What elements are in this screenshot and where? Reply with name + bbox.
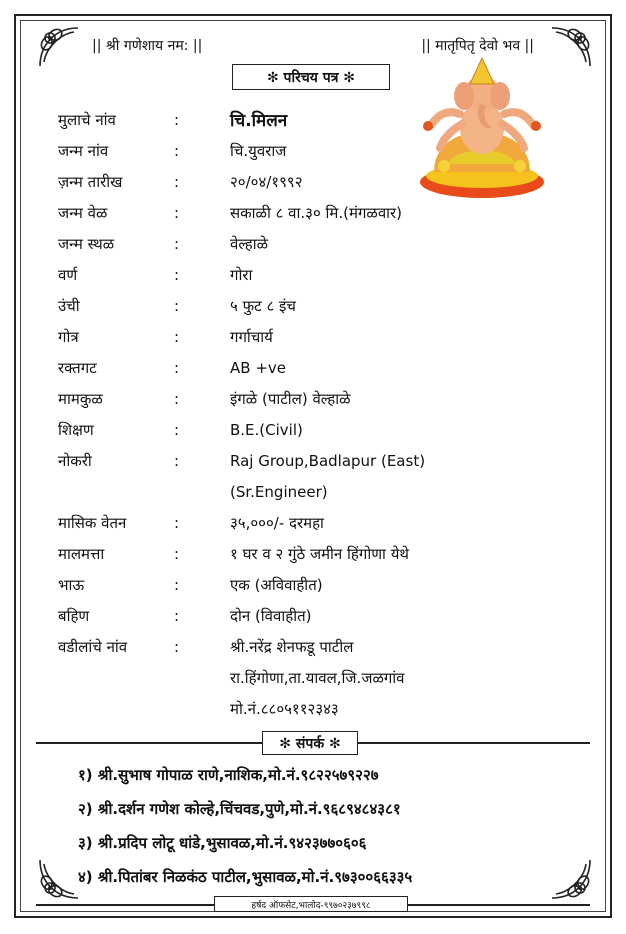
- detail-colon: :: [174, 637, 180, 656]
- detail-row: [58, 197, 578, 228]
- detail-value: Raj Group,Badlapur (East): [230, 451, 426, 470]
- detail-row: [58, 631, 578, 662]
- detail-colon: :: [174, 544, 180, 563]
- detail-colon: :: [174, 606, 180, 625]
- detail-value: श्री.नरेंद्र शेनफडू पाटील: [230, 637, 354, 656]
- detail-label: वडीलांचे नांव: [58, 637, 128, 656]
- detail-label: भाऊ: [58, 575, 85, 594]
- detail-row: [58, 445, 578, 476]
- floral-corner-icon: [36, 24, 82, 70]
- detail-colon: :: [174, 141, 180, 160]
- detail-value: गर्गाचार्य: [230, 327, 273, 346]
- detail-label: नोकरी: [58, 451, 92, 470]
- detail-label: मुलाचे नांव: [58, 110, 116, 129]
- detail-row: [58, 228, 578, 259]
- detail-label: उंची: [58, 296, 80, 315]
- detail-row: [58, 600, 578, 631]
- detail-label: शिक्षण: [58, 420, 94, 439]
- detail-colon: :: [174, 110, 180, 129]
- detail-label: रक्तगट: [58, 358, 97, 377]
- detail-row: [58, 383, 578, 414]
- detail-value: एक (अविवाहीत): [230, 575, 323, 594]
- detail-colon: :: [174, 420, 180, 439]
- detail-row: [58, 569, 578, 600]
- detail-colon: :: [174, 358, 180, 377]
- header-invocation-left: || श्री गणेशाय नम: ||: [92, 38, 203, 54]
- contact-item: ३) श्री.प्रदिप लोटू धांडे,भुसावळ,मो.नं.९४२३७७०६०६: [78, 834, 367, 852]
- detail-colon: :: [174, 327, 180, 346]
- detail-value: ५ फुट ८ इंच: [230, 296, 296, 315]
- detail-label: गोत्र: [58, 327, 79, 346]
- detail-value: चि.युवराज: [230, 141, 287, 160]
- detail-label: बहिण: [58, 606, 90, 625]
- contact-list: [78, 758, 548, 894]
- detail-row: [58, 166, 578, 197]
- press-credit: हर्षद ऑफसेट,भालोद-९९७०२३७९९८: [214, 896, 408, 912]
- detail-label: मालमत्ता: [58, 544, 105, 563]
- floral-corner-icon: [36, 856, 82, 902]
- detail-colon: :: [174, 513, 180, 532]
- detail-label: मासिक वेतन: [58, 513, 127, 532]
- detail-row: [58, 538, 578, 569]
- detail-row: [58, 507, 578, 538]
- detail-value: ३५,०००/- दरमहा: [230, 513, 324, 532]
- header-invocation-right: || मातृपितृ देवो भव ||: [421, 38, 534, 54]
- detail-colon: :: [174, 575, 180, 594]
- detail-row: [58, 693, 578, 724]
- detail-value: (Sr.Engineer): [230, 482, 328, 501]
- detail-row: [58, 476, 578, 507]
- detail-label: जन्म नांव: [58, 141, 109, 160]
- detail-row: [58, 352, 578, 383]
- contact-item: २) श्री.दर्शन गणेश कोल्हे,चिंचवड,पुणे,मो.नं.९६८९४८४३८१: [78, 800, 401, 818]
- detail-value: गोरा: [230, 265, 253, 284]
- floral-corner-icon: [548, 856, 594, 902]
- detail-row: [58, 104, 578, 135]
- detail-row: [58, 662, 578, 693]
- detail-row: [58, 290, 578, 321]
- detail-label: जन्म वेळ: [58, 203, 108, 222]
- detail-row: [58, 321, 578, 352]
- detail-value: मो.नं.८८०५११२३४३: [230, 699, 339, 718]
- contact-title: ✻ संपर्क ✻: [262, 731, 358, 755]
- detail-label: ज़न्म तारीख: [58, 172, 123, 191]
- detail-label: जन्म स्थळ: [58, 234, 115, 253]
- detail-row: [58, 414, 578, 445]
- detail-value: सकाळी ८ वा.३० मि.(मंगळवार): [230, 203, 403, 222]
- detail-value: चि.मिलन: [230, 111, 288, 131]
- detail-colon: :: [174, 265, 180, 284]
- contact-item: ४) श्री.पितांबर निळकंठ पाटील,भुसावळ,मो.नं.९७३००६६३३५: [78, 868, 413, 886]
- detail-value: B.E.(Civil): [230, 420, 303, 439]
- detail-value: वेल्हाळे: [230, 234, 269, 253]
- detail-colon: :: [174, 234, 180, 253]
- details-list: [58, 104, 578, 724]
- detail-colon: :: [174, 451, 180, 470]
- detail-value: AB +ve: [230, 358, 286, 377]
- page-title: ✻ परिचय पत्र ✻: [232, 64, 390, 90]
- detail-colon: :: [174, 203, 180, 222]
- detail-colon: :: [174, 172, 180, 191]
- detail-value: दोन (विवाहीत): [230, 606, 312, 625]
- contact-item: १) श्री.सुभाष गोपाळ राणे,नाशिक,मो.नं.९८२२५७९२२७: [78, 766, 379, 784]
- detail-colon: :: [174, 389, 180, 408]
- detail-value: १ घर व २ गुंठे जमीन हिंगोणा येथे: [230, 544, 409, 563]
- detail-row: [58, 135, 578, 166]
- floral-corner-icon: [548, 24, 594, 70]
- detail-value: २०/०४/१९९२: [230, 172, 303, 191]
- detail-label: मामकुळ: [58, 389, 103, 408]
- detail-value: इंगळे (पाटील) वेल्हाळे: [230, 389, 351, 408]
- detail-label: वर्ण: [58, 265, 78, 284]
- detail-colon: :: [174, 296, 180, 315]
- detail-value: रा.हिंगोणा,ता.यावल,जि.जळगांव: [230, 668, 405, 687]
- detail-row: [58, 259, 578, 290]
